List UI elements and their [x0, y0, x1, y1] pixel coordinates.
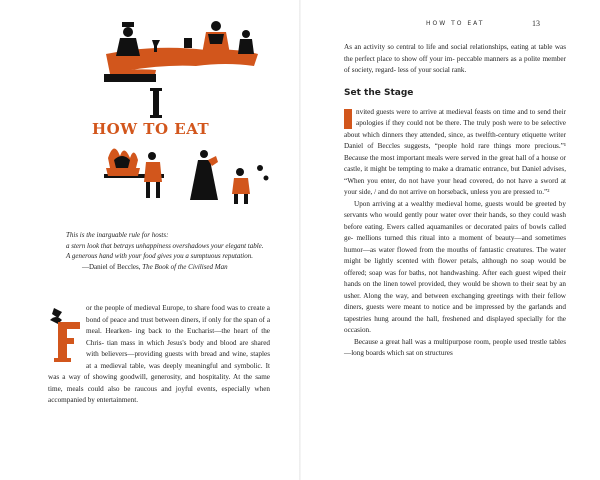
left-body-text	[48, 303, 270, 407]
right-page	[300, 0, 600, 480]
section-heading: Set the Stage	[344, 87, 414, 98]
epigraph-line: This is the inarguable rule for hosts:	[66, 231, 169, 239]
paragraph-trestle-tables	[344, 337, 566, 360]
body-line: nvited guests were to arrive at medieval feasts on time	[356, 107, 516, 116]
body-line: to make a dramatic entrance, but Daniel advises, “When	[344, 165, 566, 185]
body-line: was to create a bond of peace and trust between	[86, 304, 270, 324]
body-line: sword at your side, / and do not arrive on horseback, unless	[344, 176, 567, 196]
body-line: hands on the linen towel provided, they would be shown	[344, 280, 511, 288]
chapter-numeral-glyph	[146, 86, 166, 120]
body-line: Daniel of Beccles suggests, “people hold rare things more	[344, 142, 531, 150]
body-line: specially for the occasion.	[344, 314, 566, 334]
body-line: in the great hall of a house or castle, it might be tempting	[344, 153, 567, 173]
figures-illustration	[100, 138, 272, 210]
body-line: mellions turned this ritual into a moment of beauty—and	[356, 234, 532, 242]
body-line: Because a great hall was a multipurpose room, people	[354, 337, 512, 346]
feast-table-illustration	[96, 14, 266, 86]
body-line: diners, if only for the span of a meal. Hearken-	[86, 315, 271, 335]
page-number: 13	[532, 19, 540, 28]
dropcap-i-ornament	[344, 109, 352, 129]
paragraph-arrival	[344, 199, 566, 337]
body-line: was a way of showing goodwill, generosity, and hospitality.	[48, 373, 231, 381]
chapter-title: HOW TO EAT	[92, 120, 210, 138]
body-line: eating at table was the perfect place to show off your im-	[344, 43, 566, 63]
body-line: you enter, do not have your head covered, do not have a	[367, 176, 538, 185]
body-line: to their seat by an usher. Along the way, and between	[344, 280, 566, 300]
body-line: Upon arriving at a wealthy medieval home, guests	[354, 199, 504, 208]
body-line: believers—providing guests with bread and wine, staples at	[86, 350, 270, 370]
epigraph-attribution	[66, 262, 266, 273]
body-line: tian mass in which Jesus's body and blood are shared with	[86, 338, 271, 358]
body-line: precious.”¹ Because the most important meals were served	[344, 142, 566, 162]
body-line: meant to notice and be impressed by the garlands and	[403, 303, 566, 311]
body-line: exchanging greetings with their fellow diners, guests were	[344, 291, 566, 311]
body-line: called aquamaniles or decorated pairs of bowls called ge-	[344, 222, 567, 242]
paragraph-set-the-stage	[344, 107, 566, 199]
body-line: As an activity so central to life and social relationships,	[344, 43, 509, 51]
epigraph	[66, 230, 266, 272]
body-line: a medieval table, was deeply meaningful and symbolic. It	[94, 361, 270, 370]
body-line: flower petals, although no soap would be offered; soap was	[344, 257, 567, 277]
body-line: for baths, not handwashing. After each guest wiped their	[398, 268, 567, 277]
running-head: HOW TO EAT	[426, 20, 485, 27]
body-line: would be greeted by servants who would gently pour water	[344, 199, 566, 219]
intro-paragraph	[344, 42, 566, 77]
right-body-text	[344, 42, 566, 360]
body-line: events, especially when accompanied by entertainment.	[48, 384, 270, 404]
epigraph-line: a stern look that betrays unhappiness overshadows your elegant table.	[66, 241, 264, 250]
body-line: peccable manners as a polite member of society, regard-	[344, 54, 567, 74]
chapter-numeral-text	[0, 0, 1, 1]
body-line: they attended, since, as twelfth-century etiquette writer	[405, 130, 566, 139]
body-line: or the people of medieval Europe, to share food	[86, 304, 225, 312]
attribution-author: —Daniel of Beccles,	[82, 262, 143, 271]
body-line: The truly posh were to be selective about which dinners	[344, 119, 566, 139]
body-line: sometimes humor—as water flowed from the mouths of	[344, 234, 567, 254]
body-line: and to send their apologies if they could not be there.	[356, 107, 566, 127]
body-line: fantastic creatures. The water might be lightly scented with	[344, 245, 567, 265]
body-line: over their hands, so they could wash before eating. Ewers	[344, 211, 566, 231]
attribution-title: The Book of the Civilised Man	[142, 262, 228, 271]
dropcap-f-ornament	[48, 304, 82, 366]
body-line: used trestle tables—long boards which sat on structures	[344, 337, 566, 357]
body-line: less of your social rank.	[397, 66, 467, 74]
body-line: tapestries hung around the hall, freshened and displayed	[344, 314, 515, 323]
body-line: ing back to the Eucharist—the heart of the Chris-	[86, 327, 270, 347]
epigraph-line: A generous hand with your food gives you a sumptuous reputation.	[66, 252, 253, 260]
body-line: At the same time, meals could also be raucous and joyful	[48, 373, 270, 393]
body-line: you are pressed to.”²	[490, 188, 550, 196]
